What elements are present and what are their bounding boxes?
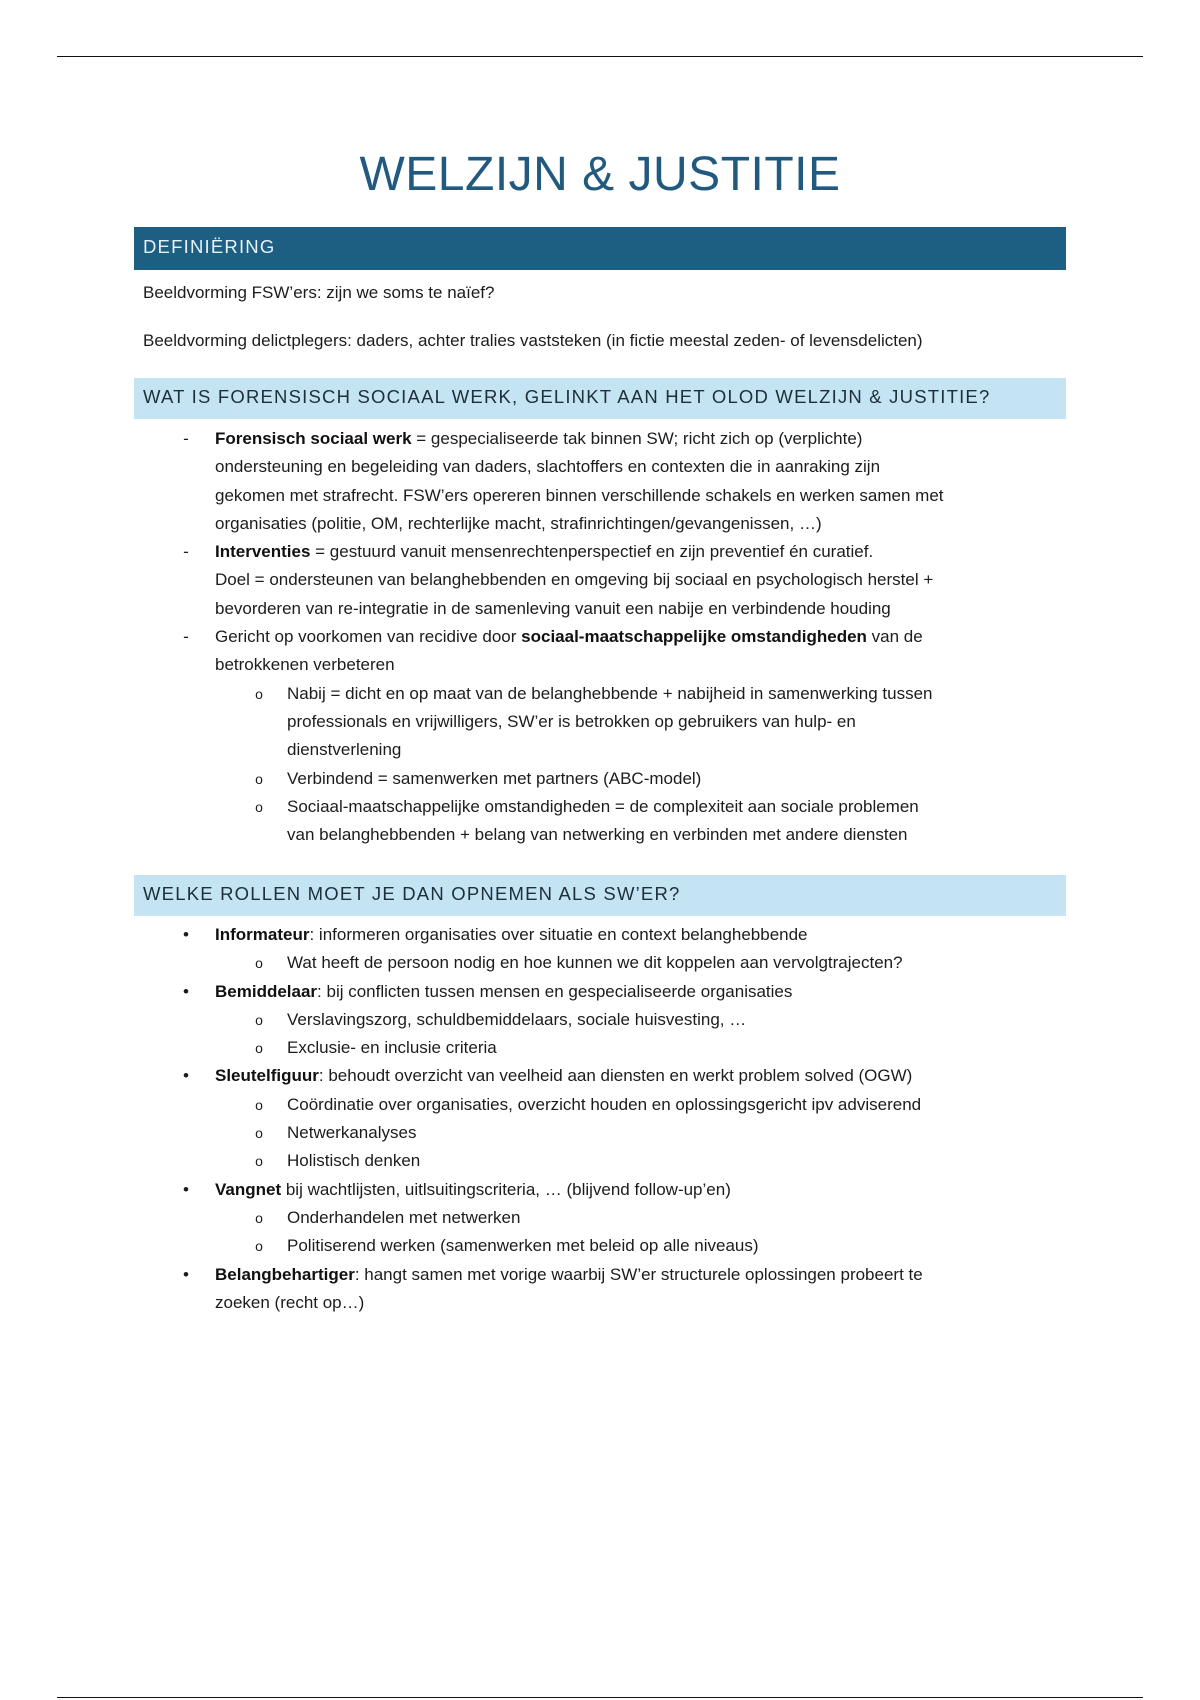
circle-marker: o bbox=[255, 1125, 263, 1142]
term-bemiddelaar: Bemiddelaar bbox=[215, 981, 318, 1001]
bullet-marker: • bbox=[183, 1264, 189, 1284]
bullet-marker: • bbox=[183, 981, 189, 1001]
term-belangbehartiger: Belangbehartiger bbox=[215, 1264, 355, 1284]
bullet-marker: • bbox=[183, 1066, 189, 1086]
term-forensisch-sociaal-werk: Forensisch sociaal werk bbox=[215, 429, 412, 448]
list-item: • Informateur: informeren organisaties over situatie en context belanghebbende bbox=[0, 921, 1200, 949]
dash-marker: - bbox=[183, 627, 189, 647]
list-item: • Sleutelfiguur: behoudt overzicht van veelheid aan diensten en werkt problem solved (OGW) bbox=[0, 1062, 1200, 1090]
section-heading-rollen: WELKE ROLLEN MOET JE DAN OPNEMEN ALS SW’ER? bbox=[134, 875, 1066, 916]
list-item: - Interventies = gestuurd vanuit mensenrechtenperspectief en zijn preventief én curatief. Doel = ondersteunen van belanghebbenden en omgeving bij sociaal en psychologisch herstel + bevorderen van re-integratie in de samenleving vanuit een nabije en verbindende houding bbox=[0, 538, 1200, 623]
paragraph-beeldvorming-fsw: Beeldvorming FSW’ers: zijn we soms te naïef? bbox=[143, 283, 495, 302]
dash-marker: - bbox=[183, 429, 189, 448]
sub-list-item: o Holistisch denken bbox=[0, 1147, 1200, 1175]
dash-marker: - bbox=[183, 542, 189, 562]
sub-list-item: o Exclusie- en inclusie criteria bbox=[0, 1034, 1200, 1062]
sub-list-item: o Politiserend werken (samenwerken met beleid op alle niveaus) bbox=[0, 1232, 1200, 1260]
circle-marker: o bbox=[255, 1153, 263, 1170]
sub-list-item: o Nabij = dicht en op maat van de belanghebbende + nabijheid in samenwerking tussen professionals en vrijwilligers, SW’er is betrokken op gebruikers van hulp- en dienstverlening bbox=[0, 680, 1200, 765]
list-item: - Forensisch sociaal werk = gespecialiseerde tak binnen SW; richt zich op (verplichte) ondersteuning en begeleiding van daders, slachtoffers en contexten die in aanraking zijn gekomen met strafrecht. FSW’ers opereren binnen verschillende schakels en werken samen met organisaties (politie, OM, rechterlijke macht, strafinrichtingen/gevangenissen, …) bbox=[0, 425, 1200, 538]
circle-marker: o bbox=[255, 1238, 263, 1255]
page-title: WELZIJN & JUSTITIE bbox=[359, 148, 841, 201]
term-interventies: Interventies bbox=[215, 542, 311, 562]
term-sociaal-maatschappelijke-omstandigheden: sociaal-maatschappelijke omstandigheden bbox=[521, 627, 867, 647]
sub-list-item: o Netwerkanalyses bbox=[0, 1119, 1200, 1147]
list-item: • Belangbehartiger: hangt samen met vorige waarbij SW’er structurele oplossingen probeert te zoeken (recht op…) bbox=[0, 1261, 1200, 1318]
circle-marker: o bbox=[255, 1209, 263, 1226]
term-informateur: Informateur bbox=[215, 925, 310, 944]
sub-list-item: o Verslavingszorg, schuldbemiddelaars, sociale huisvesting, … bbox=[0, 1006, 1200, 1034]
sub-list-item: o Onderhandelen met netwerken bbox=[0, 1204, 1200, 1232]
list-item: • Vangnet bij wachtlijsten, uitlsuitingscriteria, … (blijvend follow-up’en) bbox=[0, 1176, 1200, 1204]
term-sleutelfiguur: Sleutelfiguur bbox=[215, 1066, 319, 1086]
circle-marker: o bbox=[255, 1040, 263, 1057]
bullet-marker: • bbox=[183, 925, 189, 944]
circle-marker: o bbox=[255, 1096, 263, 1113]
forensisch-list bbox=[0, 425, 1200, 849]
circle-marker: o bbox=[255, 955, 263, 972]
section-heading-definiering: DEFINIËRING bbox=[134, 227, 1066, 270]
circle-marker: o bbox=[255, 798, 263, 815]
rollen-list bbox=[0, 921, 1200, 1317]
sub-list-item: o Sociaal-maatschappelijke omstandigheden = de complexiteit aan sociale problemen van belanghebbenden + belang van netwerking en verbinden met andere diensten bbox=[0, 793, 1200, 850]
list-item: • Bemiddelaar: bij conflicten tussen mensen en gespecialiseerde organisaties bbox=[0, 978, 1200, 1006]
sub-list-item: o Coördinatie over organisaties, overzicht houden en oplossingsgericht ipv adviserend bbox=[0, 1091, 1200, 1119]
sub-list-item: o Wat heeft de persoon nodig en hoe kunnen we dit koppelen aan vervolgtrajecten? bbox=[0, 949, 1200, 977]
top-rule bbox=[57, 56, 1143, 57]
section-heading-forensisch: WAT IS FORENSISCH SOCIAAL WERK, GELINKT AAN HET OLOD WELZIJN & JUSTITIE? bbox=[134, 378, 1066, 419]
bottom-rule bbox=[57, 1697, 1143, 1698]
circle-marker: o bbox=[255, 770, 263, 787]
bullet-marker: • bbox=[183, 1179, 189, 1199]
circle-marker: o bbox=[255, 685, 263, 702]
list-item: - Gericht op voorkomen van recidive door sociaal-maatschappelijke omstandigheden van de betrokkenen verbeteren bbox=[0, 623, 1200, 680]
term-vangnet: Vangnet bbox=[215, 1179, 282, 1199]
paragraph-beeldvorming-delictplegers: Beeldvorming delictplegers: daders, achter tralies vaststeken (in fictie meestal zeden- of levensdelicten) bbox=[143, 331, 923, 350]
circle-marker: o bbox=[255, 1011, 263, 1028]
sub-list-item: o Verbindend = samenwerken met partners (ABC-model) bbox=[0, 765, 1200, 793]
